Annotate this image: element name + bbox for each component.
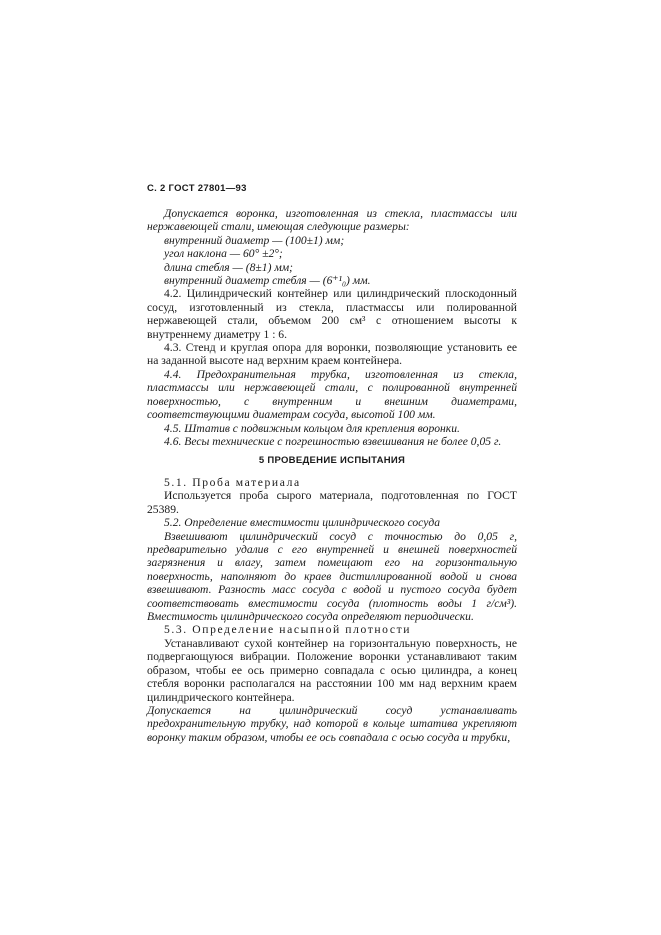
clause-5-1-text: Используется проба сырого материала, подготовленная по ГОСТ 25389. <box>147 489 517 516</box>
clause-5-2-text: Взвешивают цилиндрический сосуд с точностью до 0,05 г, предварительно удалив с его внутренней и внешней поверхностей загрязнения и влагу, затем помещают его на горизонтальную поверхность, наполняют до краев дистиллированной водой и снова взвешивают. Разность масс сосуда с водой и пустого сосуда будет соответствовать вместимости сосуда (плотность воды 1 г/см³). Вместимость цилиндрического сосуда определяют периодически. <box>147 529 517 624</box>
clause-5-3-italic: Допускается на цилиндрический сосуд устанавливать предохранительную трубку, над которой в кольце штатива укрепляют воронку таким образом, чтобы ее ось совпадала с осью сосуда и трубки, <box>147 703 517 744</box>
clause-5-3-text: Устанавливают сухой контейнер на горизонтальную поверхность, не подвергающуюся вибрации. Положение воронки устанавливают таким образом, чтобы ее ось примерно совпадала с осью цилиндра, а конец стебля воронки располагался на расстоянии 100 мм над верхним краем цилиндрического контейнера. <box>147 636 517 704</box>
clause-4-5: 4.5. Штатив с подвижным кольцом для крепления воронки. <box>164 421 460 435</box>
dim-stem-length: длина стебля — (8±1) мм; <box>164 260 294 274</box>
clause-5-2-title: 5.2. Определение вместимости цилиндрического сосуда <box>164 516 441 530</box>
page-header: С. 2 ГОСТ 27801—93 <box>147 183 247 194</box>
dim-stem-diameter: внутренний диаметр стебля — (6⁺¹₀) мм. <box>164 274 371 288</box>
clause-4-6: 4.6. Весы технические с погрешностью взвешивания не более 0,05 г. <box>164 434 502 448</box>
section-title: 5 ПРОВЕДЕНИЕ ИСПЫТАНИЯ <box>258 455 406 466</box>
dim-inner-diameter: внутренний диаметр — (100±1) мм; <box>164 233 345 247</box>
procedure-section <box>147 476 517 744</box>
clause-5-1-title: 5.1. Проба материала <box>164 476 301 489</box>
dim-angle: угол наклона — 60° ±2°; <box>164 247 283 261</box>
clause-4-3: 4.3. Стенд и круглая опора для воронки, позволяющие установить ее на заданной высоте над верхним краем контейнера. <box>147 341 517 368</box>
funnel-intro: Допускается воронка, изготовленная из стекла, пластмассы или нержавеющей стали, имеющая следующие размеры: <box>147 207 517 234</box>
equipment-section <box>147 207 517 448</box>
clause-4-2: 4.2. Цилиндрический контейнер или цилиндрический плоскодонный сосуд, изготовленный из стекла, пластмассы или полированной нержавеющей стали, объемом 200 см³ с отношением высоты к внутреннему диаметру 1 : 6. <box>147 287 517 341</box>
clause-4-4: 4.4. Предохранительная трубка, изготовленная из стекла, пластмассы или нержавеющей стали, с полированной внутренней поверхностью, с внутренним и внешним диаметрами, соответствующими диаметрам сосуда, высотой 100 мм. <box>147 367 517 422</box>
clause-5-3-title: 5.3. Определение насыпной плотности <box>164 623 412 637</box>
